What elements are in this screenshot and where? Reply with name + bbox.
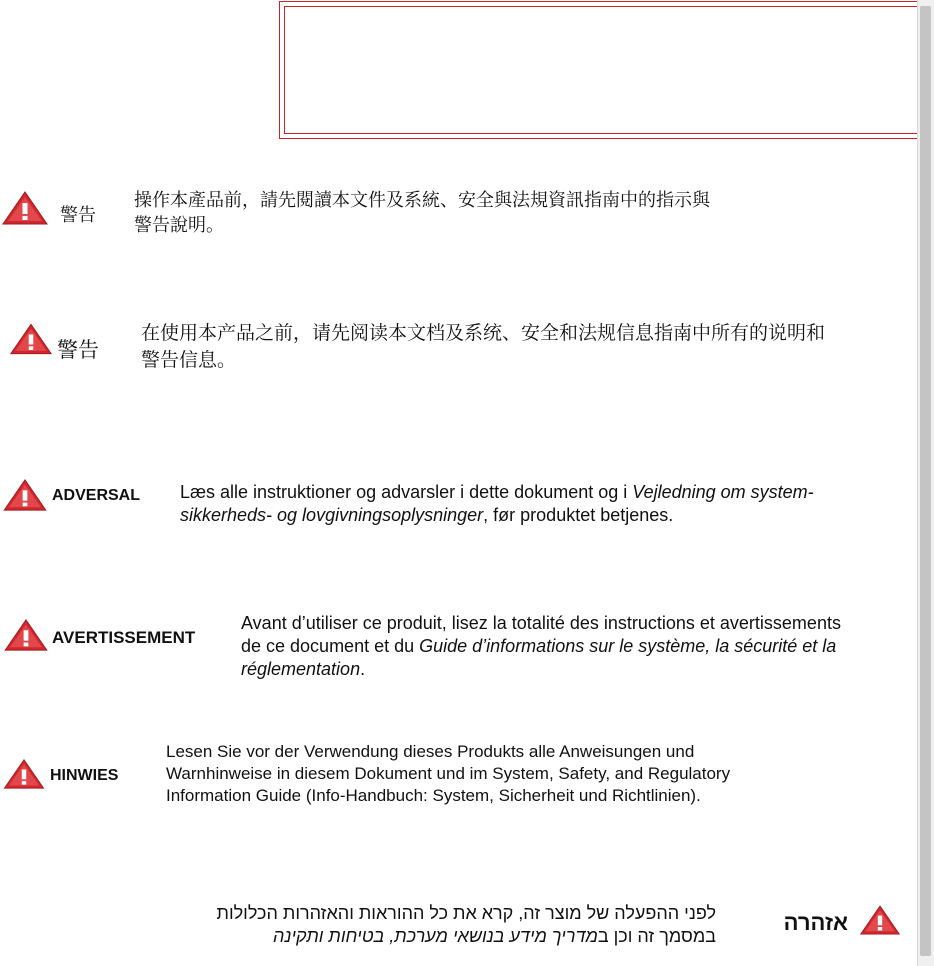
warning-text-run: de ce document et du bbox=[241, 636, 420, 656]
warning-text-line: 操作本產品前，請先閱讀本文件及系統、安全與法規資訊指南中的指示與 bbox=[134, 190, 710, 210]
notice-box bbox=[279, 1, 931, 139]
warning-text-line: 警告信息。 bbox=[141, 350, 237, 371]
warning-text-zh-cn bbox=[141, 320, 825, 374]
warning-text-line bbox=[241, 635, 841, 658]
warning-text-run: , før produktet betjenes. bbox=[483, 505, 674, 525]
warning-text-run: במסמך זה וכן ב bbox=[597, 926, 716, 946]
warning-text-line: Information Guide (Info-Handbuch: System, Sicherheit und Richtlinien). bbox=[166, 786, 701, 805]
guide-title-text: מדריך מידע בנושאי מערכת, בטיחות ותקינה bbox=[272, 926, 598, 946]
warning-text-line: 在使用本产品之前，请先阅读本文档及系统、安全和法规信息指南中所有的说明和 bbox=[141, 323, 826, 344]
warning-text-line: Lesen Sie vor der Verwendung dieses Produkts alle Anweisungen und bbox=[166, 742, 695, 761]
warning-text-line bbox=[100, 925, 716, 948]
warning-text-line bbox=[241, 658, 841, 681]
warning-text-da bbox=[180, 481, 814, 527]
warning-triangle-icon bbox=[3, 618, 49, 652]
vertical-scrollbar[interactable] bbox=[917, 0, 934, 966]
warning-text-zh-tw bbox=[134, 188, 710, 238]
warning-text-run: Læs alle instruktioner og advarsler i dette dokument og i bbox=[180, 482, 633, 502]
warning-text-fr bbox=[241, 612, 841, 681]
warning-triangle-icon bbox=[1, 190, 49, 226]
scrollbar-thumb[interactable] bbox=[920, 6, 931, 956]
warning-text-line bbox=[180, 481, 814, 504]
warning-text-run: . bbox=[360, 659, 366, 679]
warning-text-line: Avant d’utiliser ce produit, lisez la totalité des instructions et avertissements bbox=[241, 613, 841, 633]
warning-triangle-icon bbox=[2, 758, 46, 790]
guide-title-text: sikkerheds- og lovgivningsoplysninger bbox=[180, 505, 484, 525]
warning-text-de bbox=[166, 741, 730, 807]
notice-box-inner-border bbox=[284, 6, 926, 134]
warning-text-he bbox=[100, 902, 716, 948]
warning-text-line: Warnhinweise in diesem Dokument und im System, Safety, and Regulatory bbox=[166, 764, 731, 783]
warning-text-line: 警告說明。 bbox=[134, 215, 224, 235]
warning-label-da: ADVERSAL bbox=[52, 487, 141, 504]
warning-label-de: HINWIES bbox=[50, 767, 119, 784]
guide-title-text: réglementation bbox=[241, 659, 361, 679]
warning-label-zh-tw: 警告 bbox=[60, 205, 96, 225]
warning-label-zh-cn: 警告 bbox=[57, 339, 99, 362]
warning-triangle-icon bbox=[9, 322, 53, 356]
warning-triangle-icon bbox=[2, 478, 48, 512]
warning-text-line bbox=[180, 504, 814, 527]
warning-label-fr: AVERTISSEMENT bbox=[52, 628, 196, 647]
warning-text-line: לפני ההפעלה של מוצר זה, קרא את כל ההוראות והאזהרות הכלולות bbox=[216, 903, 716, 923]
warning-triangle-icon bbox=[859, 903, 901, 937]
warning-label-he: אזהרה bbox=[783, 910, 848, 935]
guide-title-text: Vejledning om system- bbox=[632, 482, 814, 502]
guide-title-text: Guide d’informations sur le système, la sécurité et la bbox=[419, 636, 837, 656]
